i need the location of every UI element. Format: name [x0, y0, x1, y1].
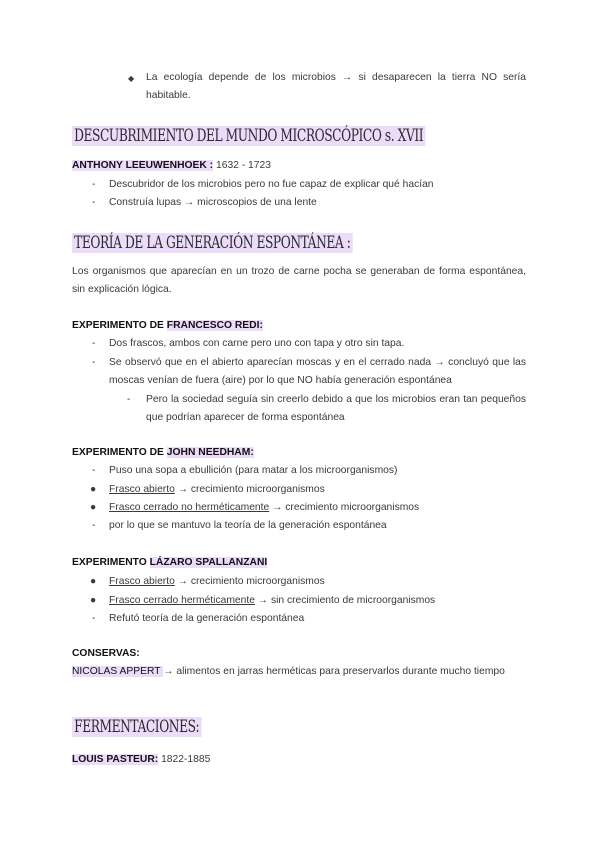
person-line: ANTHONY LEEUWENHOEK : 1632 - 1723: [72, 160, 271, 171]
list-item: por lo que se mantuvo la teoría de la generación espontánea: [109, 520, 387, 531]
section-heading: DESCUBRIMIENTO DEL MUNDO MICROSCÓPICO s. XVII: [72, 126, 425, 146]
diamond-bullet-icon: ◆: [128, 74, 135, 83]
section-heading: TEORÍA DE LA GENERACIÓN ESPONTÁNEA :: [72, 233, 353, 253]
dot-bullet-icon: ●: [90, 502, 97, 513]
dot-bullet-icon: ●: [90, 576, 97, 587]
conservas-text: NICOLAS APPERT → alimentos en jarras herméticas para preservarlos durante mucho tiempo: [72, 666, 505, 677]
list-item: Refutó teoría de la generación espontánea: [109, 613, 305, 624]
sub-list-item: Pero la sociedad seguía sin creerlo debido a que los microbios eran tan pequeños que podrían aparecer de forma espontánea: [146, 394, 526, 423]
conservas-title: CONSERVAS:: [72, 648, 140, 659]
list-item: Frasco cerrado no herméticamente → crecimiento microorganismos: [109, 502, 420, 513]
list-item: Frasco abierto → crecimiento microorganismos: [109, 484, 325, 495]
dash-bullet: -: [92, 338, 96, 349]
paragraph: Los organismos que aparecían en un trozo de carne pocha se generaban de forma espontánea, sin explicación lógica.: [72, 266, 526, 295]
list-item: Construía lupas → microscopios de una lente: [109, 197, 317, 208]
list-item: Puso una sopa a ebullición (para matar a los microorganismos): [109, 465, 398, 476]
dash-bullet: -: [127, 394, 131, 405]
section-heading: FERMENTACIONES:: [72, 717, 201, 737]
list-item: Dos frascos, ambos con carne pero uno con tapa y otro sin tapa.: [109, 338, 405, 349]
dash-bullet: -: [92, 613, 96, 624]
dot-bullet-icon: ●: [90, 595, 97, 606]
experiment-title: EXPERIMENTO DE FRANCESCO REDI:: [72, 320, 263, 331]
experiment-title: EXPERIMENTO LÁZARO SPALLANZANI: [72, 557, 268, 568]
person-line: LOUIS PASTEUR: 1822-1885: [72, 754, 211, 765]
list-item: Frasco abierto → crecimiento microorganismos: [109, 576, 325, 587]
dash-bullet: -: [92, 197, 96, 208]
dot-bullet-icon: ●: [90, 484, 97, 495]
dash-bullet: -: [92, 465, 96, 476]
list-item: Frasco cerrado herméticamente → sin crecimiento de microorganismos: [109, 595, 436, 606]
intro-bullet: La ecología depende de los microbios → si desaparecen la tierra NO sería habitable.: [146, 72, 526, 101]
experiment-title: EXPERIMENTO DE JOHN NEEDHAM:: [72, 447, 254, 458]
list-item: Se observó que en el abierto aparecían moscas y en el cerrado nada → concluyó que las moscas venían de fuera (aire) por lo que NO había generación espontánea: [109, 357, 526, 386]
dash-bullet: -: [92, 520, 96, 531]
dash-bullet: -: [92, 357, 96, 368]
dash-bullet: -: [92, 179, 96, 190]
list-item: Descubridor de los microbios pero no fue capaz de explicar qué hacían: [109, 179, 434, 190]
